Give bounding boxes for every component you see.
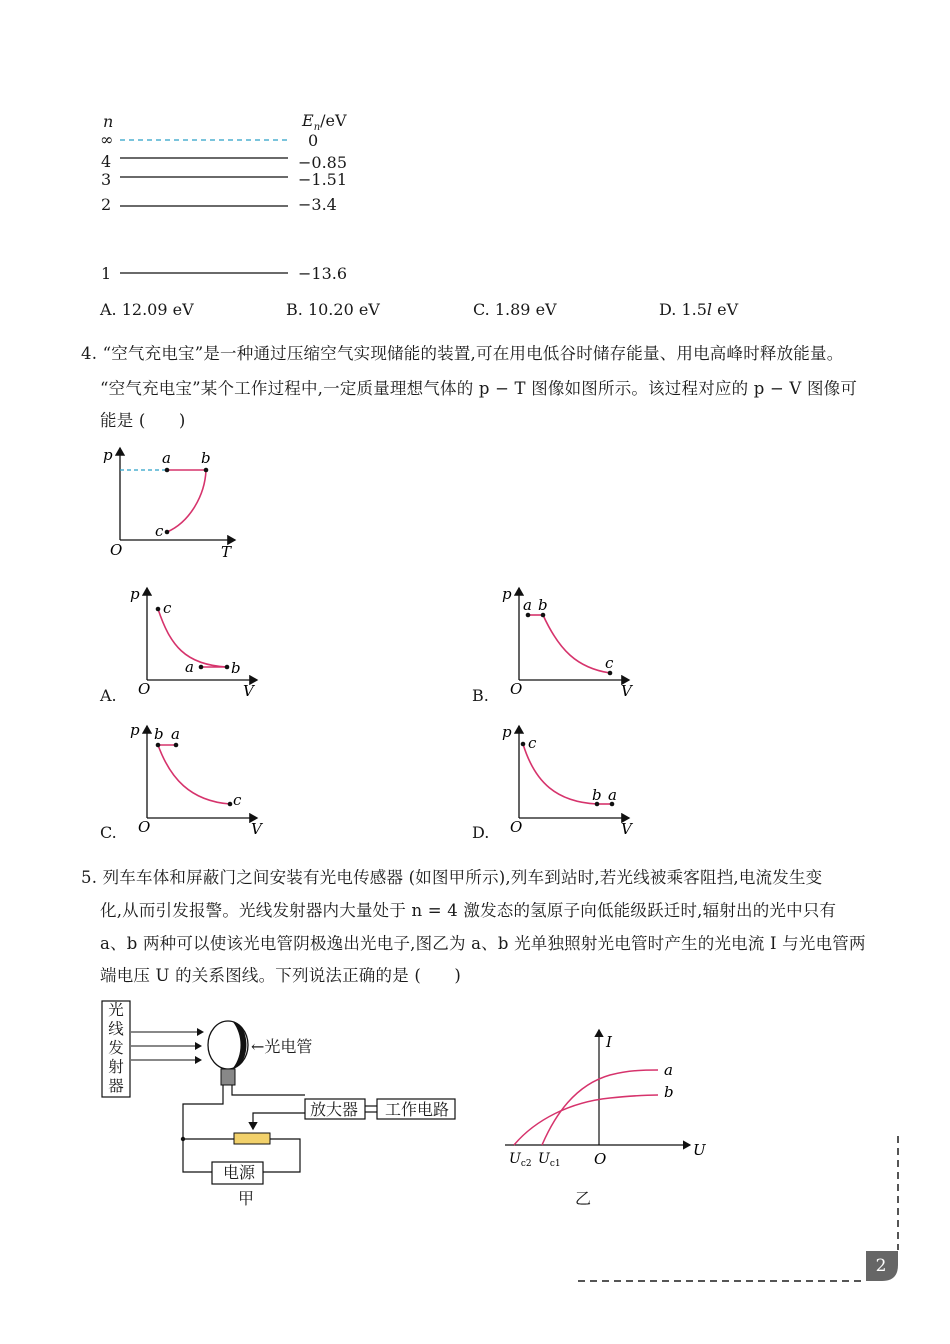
q4-option-c[interactable]: C.: [100, 823, 117, 842]
svg-text:a: a: [171, 725, 180, 743]
level-e-3: −1.51: [298, 170, 348, 189]
amplifier-label: 放大器: [310, 1100, 359, 1119]
q3-option-a[interactable]: A. 12.09 eV: [100, 300, 194, 319]
energy-level-lines: [0, 0, 360, 290]
q5-line-1: 5. 列车车体和屏蔽门之间安装有光电传感器 (如图甲所示),列车到站时,若光线被乘客阻挡,电流发生变: [81, 868, 823, 887]
svg-text:b: b: [231, 659, 241, 677]
pt-axis-t: T: [221, 543, 232, 561]
svg-text:V: V: [621, 820, 632, 838]
page-number: 2: [875, 1256, 887, 1276]
pv-graph-b[interactable]: [497, 580, 647, 700]
fig-jia-caption: 甲: [238, 1189, 255, 1208]
pv-graph-d[interactable]: [497, 718, 647, 838]
level-n-4: 4: [101, 152, 112, 171]
power-label: 电源: [223, 1163, 256, 1182]
svg-text:O: O: [594, 1150, 607, 1168]
svg-text:p: p: [130, 721, 140, 739]
svg-text:V: V: [621, 682, 632, 700]
level-n-2: 2: [101, 195, 112, 214]
level-e-infinity: 0: [308, 131, 319, 150]
svg-text:a: a: [523, 596, 532, 614]
svg-text:c: c: [163, 599, 172, 617]
pt-point-c: [165, 530, 170, 535]
svg-text:O: O: [510, 680, 523, 698]
phototube-label: ←光电管: [251, 1037, 313, 1056]
q3-option-d[interactable]: D. 1.5l eV: [659, 300, 739, 319]
svg-text:O: O: [510, 818, 523, 836]
fig-yi-caption: 乙: [575, 1189, 592, 1208]
pt-point-b: [204, 468, 209, 473]
svg-text:a: a: [608, 786, 617, 804]
svg-text:a: a: [664, 1061, 673, 1079]
pt-label-a: a: [162, 449, 171, 467]
q3-option-c[interactable]: C. 1.89 eV: [473, 300, 557, 319]
emitter-label: 光 线 发 射 器: [108, 1001, 124, 1095]
pt-label-b: b: [201, 449, 211, 467]
svg-text:p: p: [130, 585, 140, 603]
svg-text:V: V: [251, 820, 262, 838]
n-axis-label: n: [103, 112, 114, 131]
energy-axis-label: $E_n/eV$: [302, 111, 347, 134]
pt-curve-bc: [167, 470, 206, 532]
pv-graph-a[interactable]: [125, 580, 275, 700]
svg-text:c: c: [233, 791, 242, 809]
q5-line-4: 端电压 U 的关系图线。下列说法正确的是 ( ): [100, 966, 462, 985]
svg-text:U: U: [693, 1141, 706, 1159]
level-n-1: 1: [101, 264, 112, 283]
q4-line-2: “空气充电宝”某个工作过程中,一定质量理想气体的 p − T 图像如图所示。该过程对应的 p − V 图像可: [100, 379, 858, 398]
level-e-2: −3.4: [298, 195, 337, 214]
svg-text:O: O: [138, 818, 151, 836]
pt-graph: [95, 440, 255, 565]
level-n-infinity: ∞: [100, 130, 114, 149]
svg-text:b: b: [154, 725, 164, 743]
q5-line-3: a、b 两种可以使该光电管阴极逸出光电子,图乙为 a、b 光单独照射光电管时产生的光电流 I 与光电管两: [100, 934, 866, 953]
level-n-3: 3: [101, 170, 112, 189]
q4-option-b[interactable]: B.: [472, 686, 489, 705]
work-circuit-label: 工作电路: [385, 1100, 450, 1119]
q4-line-3: 能是 ( ): [100, 411, 186, 430]
pt-point-a: [165, 468, 170, 473]
svg-text:b: b: [592, 786, 602, 804]
svg-text:p: p: [502, 723, 512, 741]
level-e-4: −0.85: [298, 153, 348, 172]
q3-option-b[interactable]: B. 10.20 eV: [286, 300, 380, 319]
q4-option-a[interactable]: A.: [100, 686, 117, 705]
svg-text:a: a: [185, 658, 194, 676]
q5-line-2: 化,从而引发报警。光线发射器内大量处于 n = 4 激发态的氢原子向低能级跃迁时,辐射出的光中只有: [100, 901, 837, 920]
q4-option-d[interactable]: D.: [472, 823, 490, 842]
svg-text:Uc1: $U_{c1}$: [538, 1151, 561, 1169]
svg-text:V: V: [243, 682, 254, 700]
svg-text:O: O: [138, 680, 151, 698]
pt-label-c: c: [155, 522, 164, 540]
pv-graph-c[interactable]: [125, 718, 275, 838]
svg-text:I: I: [606, 1033, 612, 1051]
q4-line-1: 4. “空气充电宝”是一种通过压缩空气实现储能的装置,可在用电低谷时储存能量、用电高峰时释放能量。: [81, 344, 844, 363]
level-e-1: −13.6: [298, 264, 348, 283]
svg-text:c: c: [605, 654, 614, 672]
pt-axis-p: p: [103, 446, 113, 464]
svg-text:Uc2: $U_{c2}$: [509, 1151, 532, 1169]
svg-text:b: b: [538, 596, 548, 614]
svg-text:b: b: [664, 1083, 674, 1101]
pt-origin: O: [110, 541, 123, 559]
svg-text:c: c: [528, 734, 537, 752]
svg-text:p: p: [502, 585, 512, 603]
rheostat: [234, 1133, 270, 1144]
page-corner-decoration: [570, 1130, 910, 1295]
